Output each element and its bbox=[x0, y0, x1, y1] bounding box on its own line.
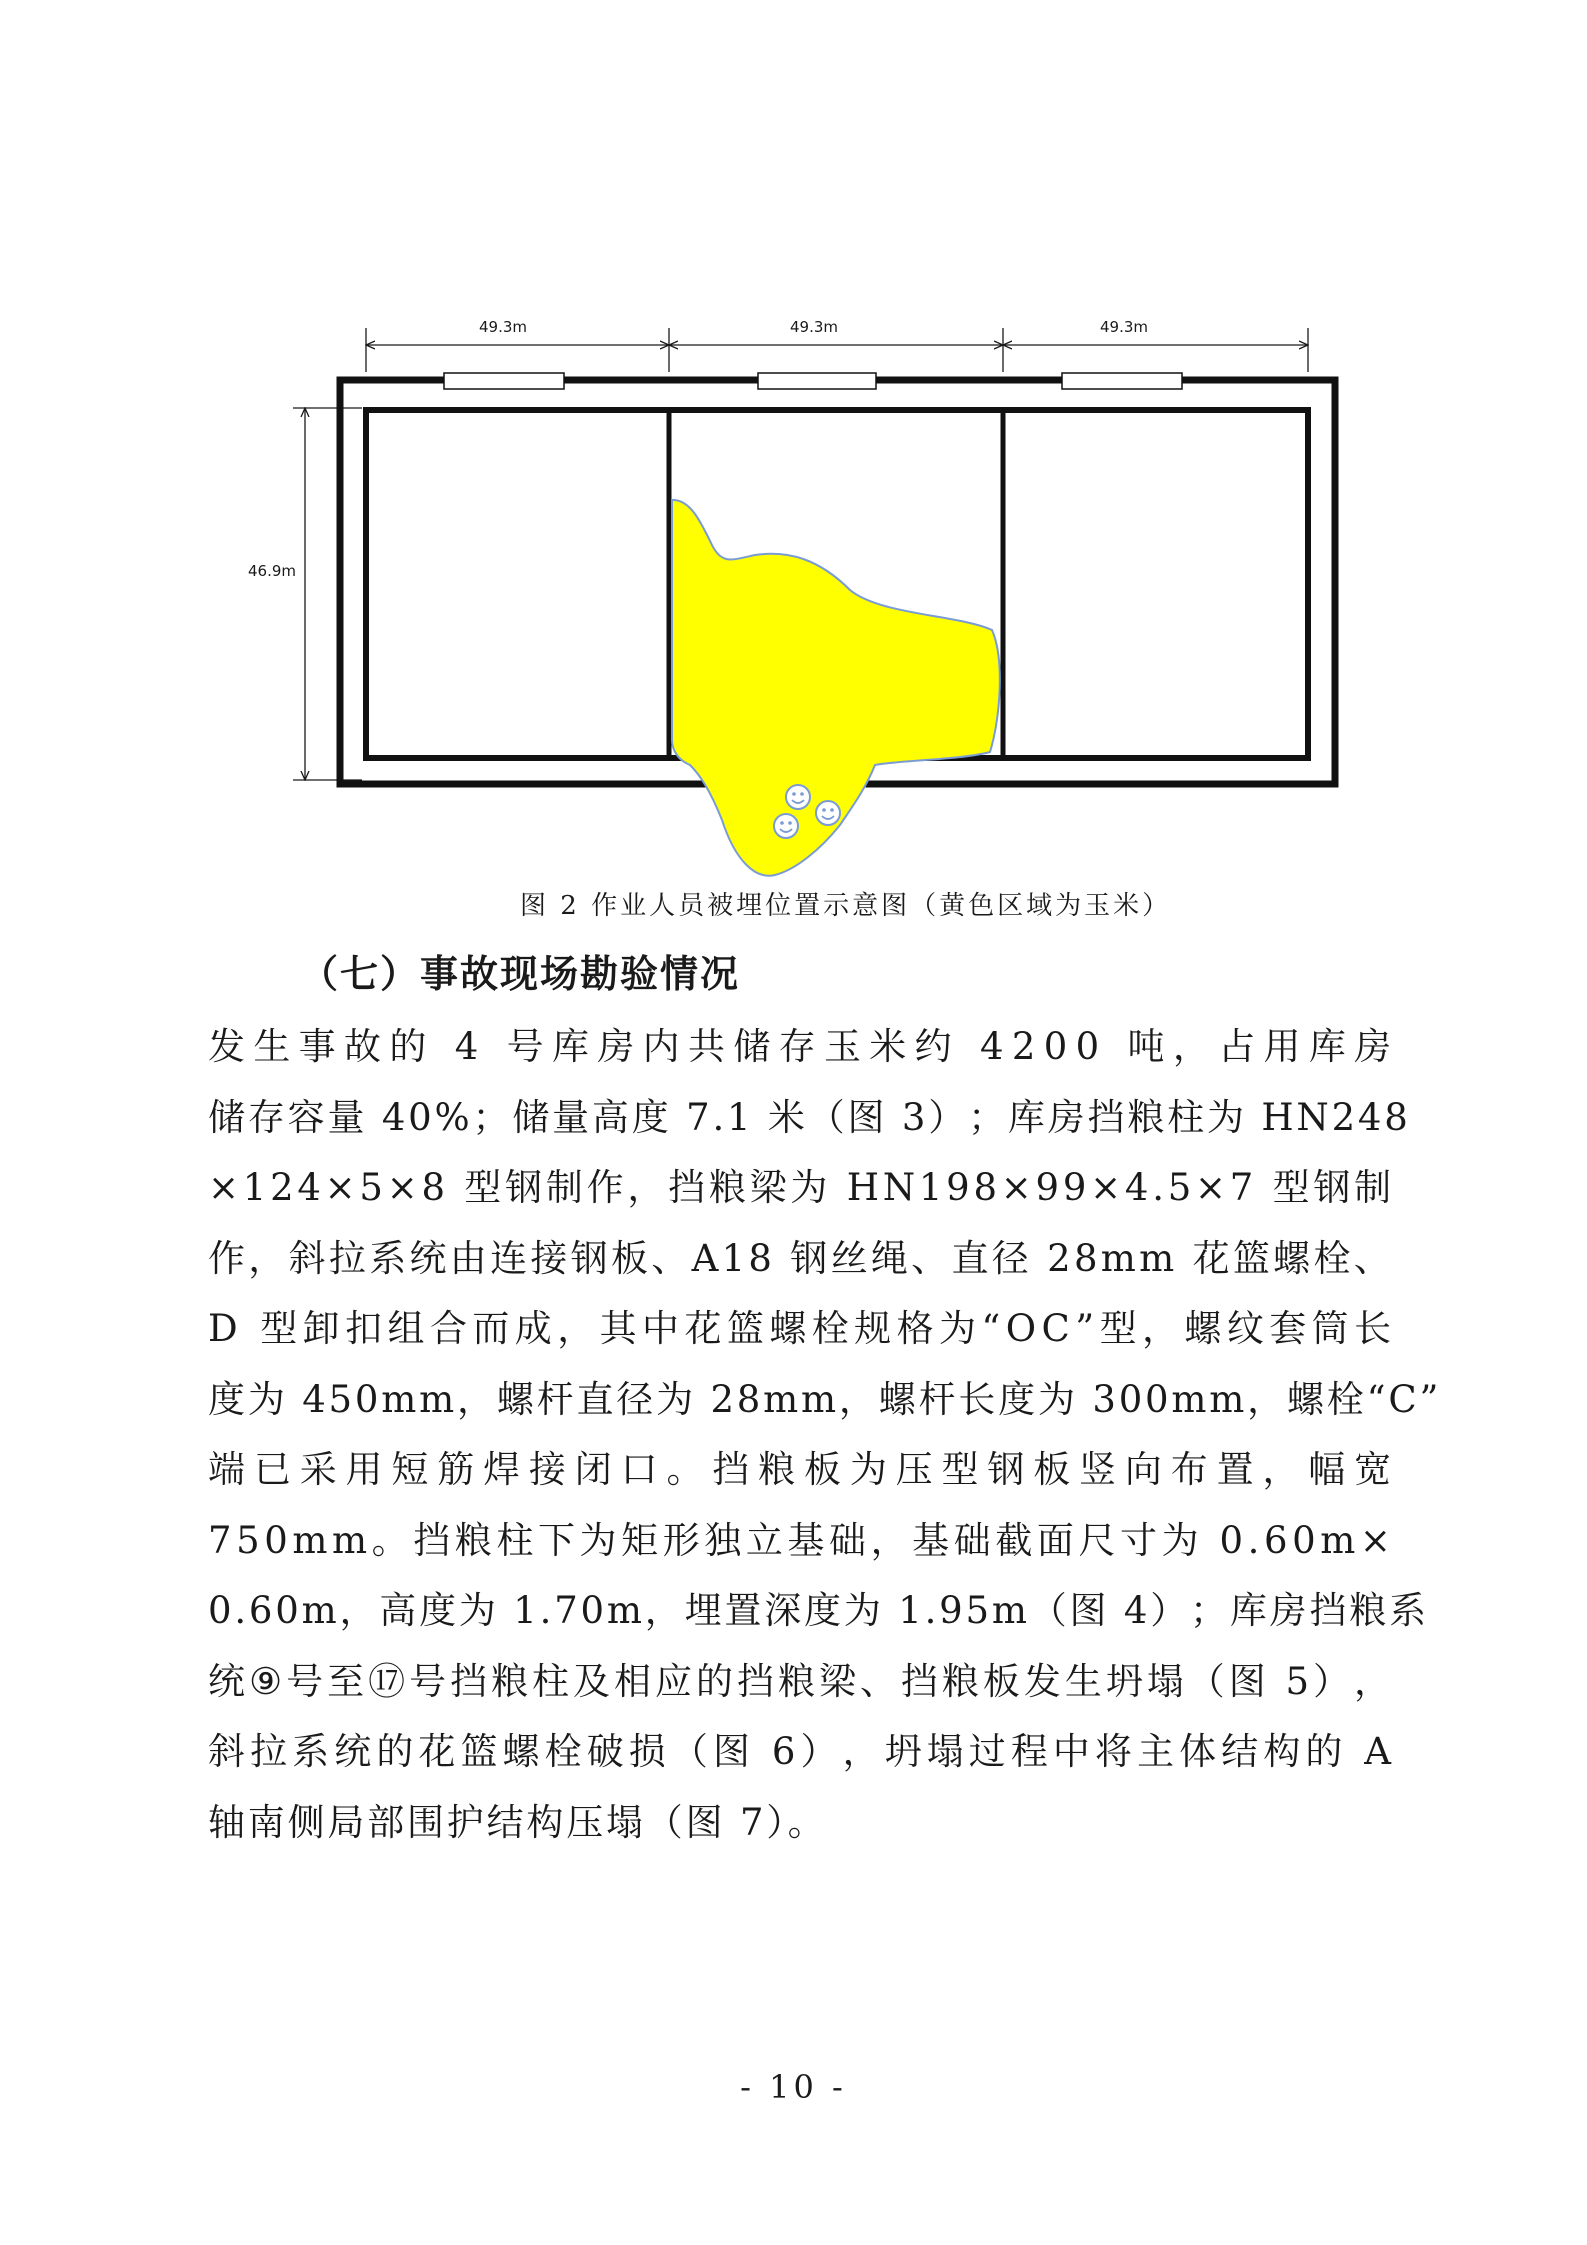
bay3-width-label: 49.3m bbox=[1099, 318, 1149, 336]
smiley-face-icon bbox=[774, 814, 798, 838]
body-line: 斜 拉 系 统 的 花 篮 螺 栓 破 损 （ 图 6 ） ， 坍 塌 过 程 中 将 主 体 结 构 的 A bbox=[208, 1730, 1394, 1773]
smiley-face-icon bbox=[786, 785, 810, 809]
body-line: 0 . 6 0 m ， 高 度 为 1 . 7 0 m ， 埋 置 深 度 为 1 . 9 5 m （ 图 4 ） ； 库 房 挡 粮 系 bbox=[208, 1589, 1429, 1632]
figure-caption: 图 2 作业人员被埋位置示意图（黄色区域为玉米） bbox=[520, 891, 1172, 921]
bay2-width-label: 49.3m bbox=[789, 318, 839, 336]
page-number: - 10 - bbox=[740, 2068, 847, 2106]
body-line: 储 存 容 量 4 0 % ； 储 量 高 度 7 . 1 米 （ 图 3 ） ； 库 房 挡 粮 柱 为 H N 2 4 8 bbox=[208, 1095, 1411, 1139]
body-paragraph bbox=[208, 1012, 1442, 1858]
smiley-face-icon bbox=[816, 801, 840, 825]
body-line-last: 轴南侧局部围护结构压塌（图 7）。 bbox=[208, 1800, 828, 1844]
body-line: D 型 卸 扣 组 合 而 成 ， 其 中 花 篮 螺 栓 规 格 为 “ O C ” 型 ， 螺 纹 套 筒 长 bbox=[208, 1307, 1394, 1350]
window bbox=[444, 373, 564, 389]
body-line: × 1 2 4 × 5 × 8 型 钢 制 作 ， 挡 粮 梁 为 H N 1 9 8 × 9 9 × 4 . 5 × 7 型 钢 制 bbox=[208, 1166, 1394, 1209]
body-line: 7 5 0 m m 。 挡 粮 柱 下 为 矩 形 独 立 基 础 ， 基 础 截 面 尺 寸 为 0 . 6 0 m × bbox=[208, 1518, 1394, 1562]
body-line: 度 为 4 5 0 m m ， 螺 杆 直 径 为 2 8 m m ， 螺 杆 长 度 为 3 0 0 m m ， 螺 栓 “ C ” bbox=[208, 1377, 1442, 1421]
body-line: 发 生 事 故 的 4 号 库 房 内 共 储 存 玉 米 约 4 2 0 0 吨 ， 占 用 库 房 bbox=[208, 1025, 1394, 1068]
window bbox=[758, 373, 876, 389]
window bbox=[1062, 373, 1182, 389]
body-line: 端 已 采 用 短 筋 焊 接 闭 口 。 挡 粮 板 为 压 型 钢 板 竖 向 布 置 ， 幅 宽 bbox=[208, 1448, 1394, 1491]
section-heading: （七）事故现场勘验情况 bbox=[300, 952, 741, 996]
bay1-width-label: 49.3m bbox=[478, 318, 528, 336]
body-line: 作 ， 斜 拉 系 统 由 连 接 钢 板 、 A 1 8 钢 丝 绳 、 直 径 2 8 m m 花 篮 螺 栓 、 bbox=[208, 1236, 1394, 1280]
burial-location-diagram bbox=[0, 0, 1587, 900]
depth-label: 46.9m bbox=[248, 562, 297, 580]
body-line: 统 ⑨ 号 至 ⑰ 号 挡 粮 柱 及 相 应 的 挡 粮 梁 、 挡 粮 板 发 生 坍 塌 （ 图 5 ） ， bbox=[208, 1659, 1394, 1703]
depth-dimension bbox=[293, 408, 362, 780]
